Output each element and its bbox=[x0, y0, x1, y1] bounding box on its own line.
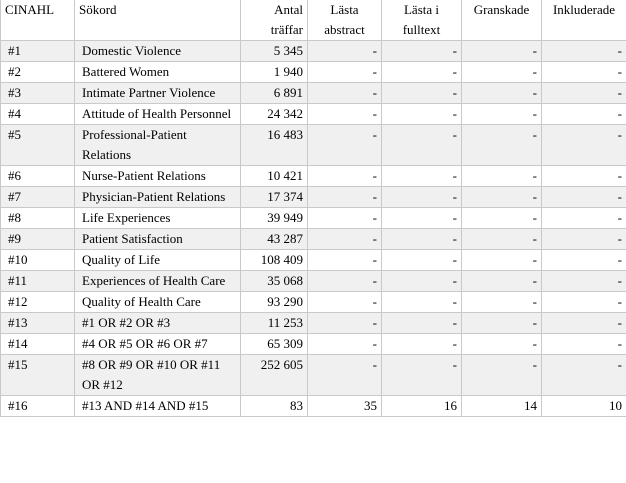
row-reviewed: - bbox=[462, 313, 542, 334]
row-reviewed: - bbox=[462, 250, 542, 271]
row-read-fulltext: - bbox=[382, 229, 462, 250]
row-id: #7 bbox=[1, 187, 75, 208]
row-reviewed: - bbox=[462, 104, 542, 125]
row-id: #13 bbox=[1, 313, 75, 334]
row-read-abstract: - bbox=[308, 355, 382, 396]
row-search-term: Physician-Patient Relations bbox=[75, 187, 241, 208]
row-hits: 5 345 bbox=[241, 41, 308, 62]
table-row bbox=[1, 83, 626, 104]
row-included: - bbox=[542, 292, 626, 313]
row-search-term: Patient Satisfaction bbox=[75, 229, 241, 250]
row-reviewed: - bbox=[462, 83, 542, 104]
row-search-term: #8 OR #9 OR #10 OR #11 OR #12 bbox=[75, 355, 241, 396]
row-search-term: Intimate Partner Violence bbox=[75, 83, 241, 104]
row-included: 10 bbox=[542, 396, 626, 417]
row-hits: 65 309 bbox=[241, 334, 308, 355]
row-id: #6 bbox=[1, 166, 75, 187]
row-id: #9 bbox=[1, 229, 75, 250]
row-included: - bbox=[542, 229, 626, 250]
row-search-term: #4 OR #5 OR #6 OR #7 bbox=[75, 334, 241, 355]
row-reviewed: - bbox=[462, 187, 542, 208]
row-id: #3 bbox=[1, 83, 75, 104]
table-row bbox=[1, 250, 626, 271]
row-id: #16 bbox=[1, 396, 75, 417]
row-read-abstract: - bbox=[308, 62, 382, 83]
row-hits: 24 342 bbox=[241, 104, 308, 125]
row-search-term: Life Experiences bbox=[75, 208, 241, 229]
row-id: #4 bbox=[1, 104, 75, 125]
row-included: - bbox=[542, 187, 626, 208]
row-search-term: Battered Women bbox=[75, 62, 241, 83]
row-read-fulltext: - bbox=[382, 313, 462, 334]
table-row bbox=[1, 355, 626, 396]
row-read-fulltext: 16 bbox=[382, 396, 462, 417]
row-reviewed: - bbox=[462, 334, 542, 355]
table-row bbox=[1, 229, 626, 250]
row-included: - bbox=[542, 208, 626, 229]
row-search-term: Quality of Life bbox=[75, 250, 241, 271]
row-hits: 39 949 bbox=[241, 208, 308, 229]
row-read-abstract: - bbox=[308, 104, 382, 125]
row-hits: 43 287 bbox=[241, 229, 308, 250]
header-search-term: Sökord bbox=[75, 0, 241, 41]
row-reviewed: - bbox=[462, 41, 542, 62]
row-included: - bbox=[542, 166, 626, 187]
row-search-term: Nurse-Patient Relations bbox=[75, 166, 241, 187]
row-search-term: Domestic Violence bbox=[75, 41, 241, 62]
row-hits: 83 bbox=[241, 396, 308, 417]
row-read-fulltext: - bbox=[382, 104, 462, 125]
row-hits: 35 068 bbox=[241, 271, 308, 292]
row-search-term: Experiences of Health Care bbox=[75, 271, 241, 292]
row-reviewed: - bbox=[462, 355, 542, 396]
row-read-fulltext: - bbox=[382, 125, 462, 166]
table-row bbox=[1, 41, 626, 62]
table-row bbox=[1, 166, 626, 187]
row-hits: 6 891 bbox=[241, 83, 308, 104]
row-reviewed: - bbox=[462, 125, 542, 166]
row-search-term: Professional-Patient Relations bbox=[75, 125, 241, 166]
table-body bbox=[1, 41, 626, 417]
row-search-term: Attitude of Health Personnel bbox=[75, 104, 241, 125]
row-read-abstract: - bbox=[308, 334, 382, 355]
row-reviewed: - bbox=[462, 166, 542, 187]
header-read-abstract: Lästa abstract bbox=[308, 0, 382, 41]
row-included: - bbox=[542, 125, 626, 166]
row-read-abstract: - bbox=[308, 271, 382, 292]
row-id: #8 bbox=[1, 208, 75, 229]
table-row bbox=[1, 334, 626, 355]
row-read-fulltext: - bbox=[382, 271, 462, 292]
row-read-fulltext: - bbox=[382, 292, 462, 313]
row-included: - bbox=[542, 355, 626, 396]
row-hits: 10 421 bbox=[241, 166, 308, 187]
row-read-abstract: 35 bbox=[308, 396, 382, 417]
table-row bbox=[1, 292, 626, 313]
row-search-term: #1 OR #2 OR #3 bbox=[75, 313, 241, 334]
row-included: - bbox=[542, 271, 626, 292]
row-read-abstract: - bbox=[308, 208, 382, 229]
row-read-abstract: - bbox=[308, 41, 382, 62]
row-included: - bbox=[542, 104, 626, 125]
row-hits: 93 290 bbox=[241, 292, 308, 313]
row-read-abstract: - bbox=[308, 313, 382, 334]
row-read-abstract: - bbox=[308, 250, 382, 271]
row-id: #15 bbox=[1, 355, 75, 396]
row-id: #2 bbox=[1, 62, 75, 83]
row-included: - bbox=[542, 250, 626, 271]
header-row bbox=[1, 0, 626, 41]
row-hits: 11 253 bbox=[241, 313, 308, 334]
row-read-fulltext: - bbox=[382, 355, 462, 396]
row-reviewed: - bbox=[462, 271, 542, 292]
header-hits: Antal träffar bbox=[241, 0, 308, 41]
row-read-fulltext: - bbox=[382, 334, 462, 355]
row-reviewed: - bbox=[462, 292, 542, 313]
header-read-fulltext: Lästa i fulltext bbox=[382, 0, 462, 41]
row-read-fulltext: - bbox=[382, 83, 462, 104]
row-read-abstract: - bbox=[308, 83, 382, 104]
row-search-term: Quality of Health Care bbox=[75, 292, 241, 313]
row-read-abstract: - bbox=[308, 229, 382, 250]
table-row bbox=[1, 187, 626, 208]
header-database: CINAHL bbox=[1, 0, 75, 41]
row-read-fulltext: - bbox=[382, 166, 462, 187]
row-id: #5 bbox=[1, 125, 75, 166]
row-id: #14 bbox=[1, 334, 75, 355]
table-row bbox=[1, 208, 626, 229]
row-hits: 16 483 bbox=[241, 125, 308, 166]
row-read-fulltext: - bbox=[382, 208, 462, 229]
table-row bbox=[1, 104, 626, 125]
row-reviewed: - bbox=[462, 229, 542, 250]
table-row bbox=[1, 313, 626, 334]
row-read-fulltext: - bbox=[382, 250, 462, 271]
row-hits: 252 605 bbox=[241, 355, 308, 396]
header-included: Inkluderade bbox=[542, 0, 626, 41]
row-hits: 17 374 bbox=[241, 187, 308, 208]
row-hits: 108 409 bbox=[241, 250, 308, 271]
row-search-term: #13 AND #14 AND #15 bbox=[75, 396, 241, 417]
header-reviewed: Granskade bbox=[462, 0, 542, 41]
table-row bbox=[1, 125, 626, 166]
row-read-fulltext: - bbox=[382, 187, 462, 208]
row-id: #1 bbox=[1, 41, 75, 62]
row-included: - bbox=[542, 334, 626, 355]
row-read-fulltext: - bbox=[382, 41, 462, 62]
row-id: #12 bbox=[1, 292, 75, 313]
table-row bbox=[1, 62, 626, 83]
row-reviewed: 14 bbox=[462, 396, 542, 417]
row-included: - bbox=[542, 313, 626, 334]
row-id: #11 bbox=[1, 271, 75, 292]
row-reviewed: - bbox=[462, 62, 542, 83]
row-read-fulltext: - bbox=[382, 62, 462, 83]
table-row bbox=[1, 271, 626, 292]
row-read-abstract: - bbox=[308, 125, 382, 166]
row-read-abstract: - bbox=[308, 187, 382, 208]
row-included: - bbox=[542, 83, 626, 104]
row-included: - bbox=[542, 41, 626, 62]
table-row bbox=[1, 396, 626, 417]
row-hits: 1 940 bbox=[241, 62, 308, 83]
row-included: - bbox=[542, 62, 626, 83]
row-reviewed: - bbox=[462, 208, 542, 229]
row-id: #10 bbox=[1, 250, 75, 271]
row-read-abstract: - bbox=[308, 292, 382, 313]
row-read-abstract: - bbox=[308, 166, 382, 187]
